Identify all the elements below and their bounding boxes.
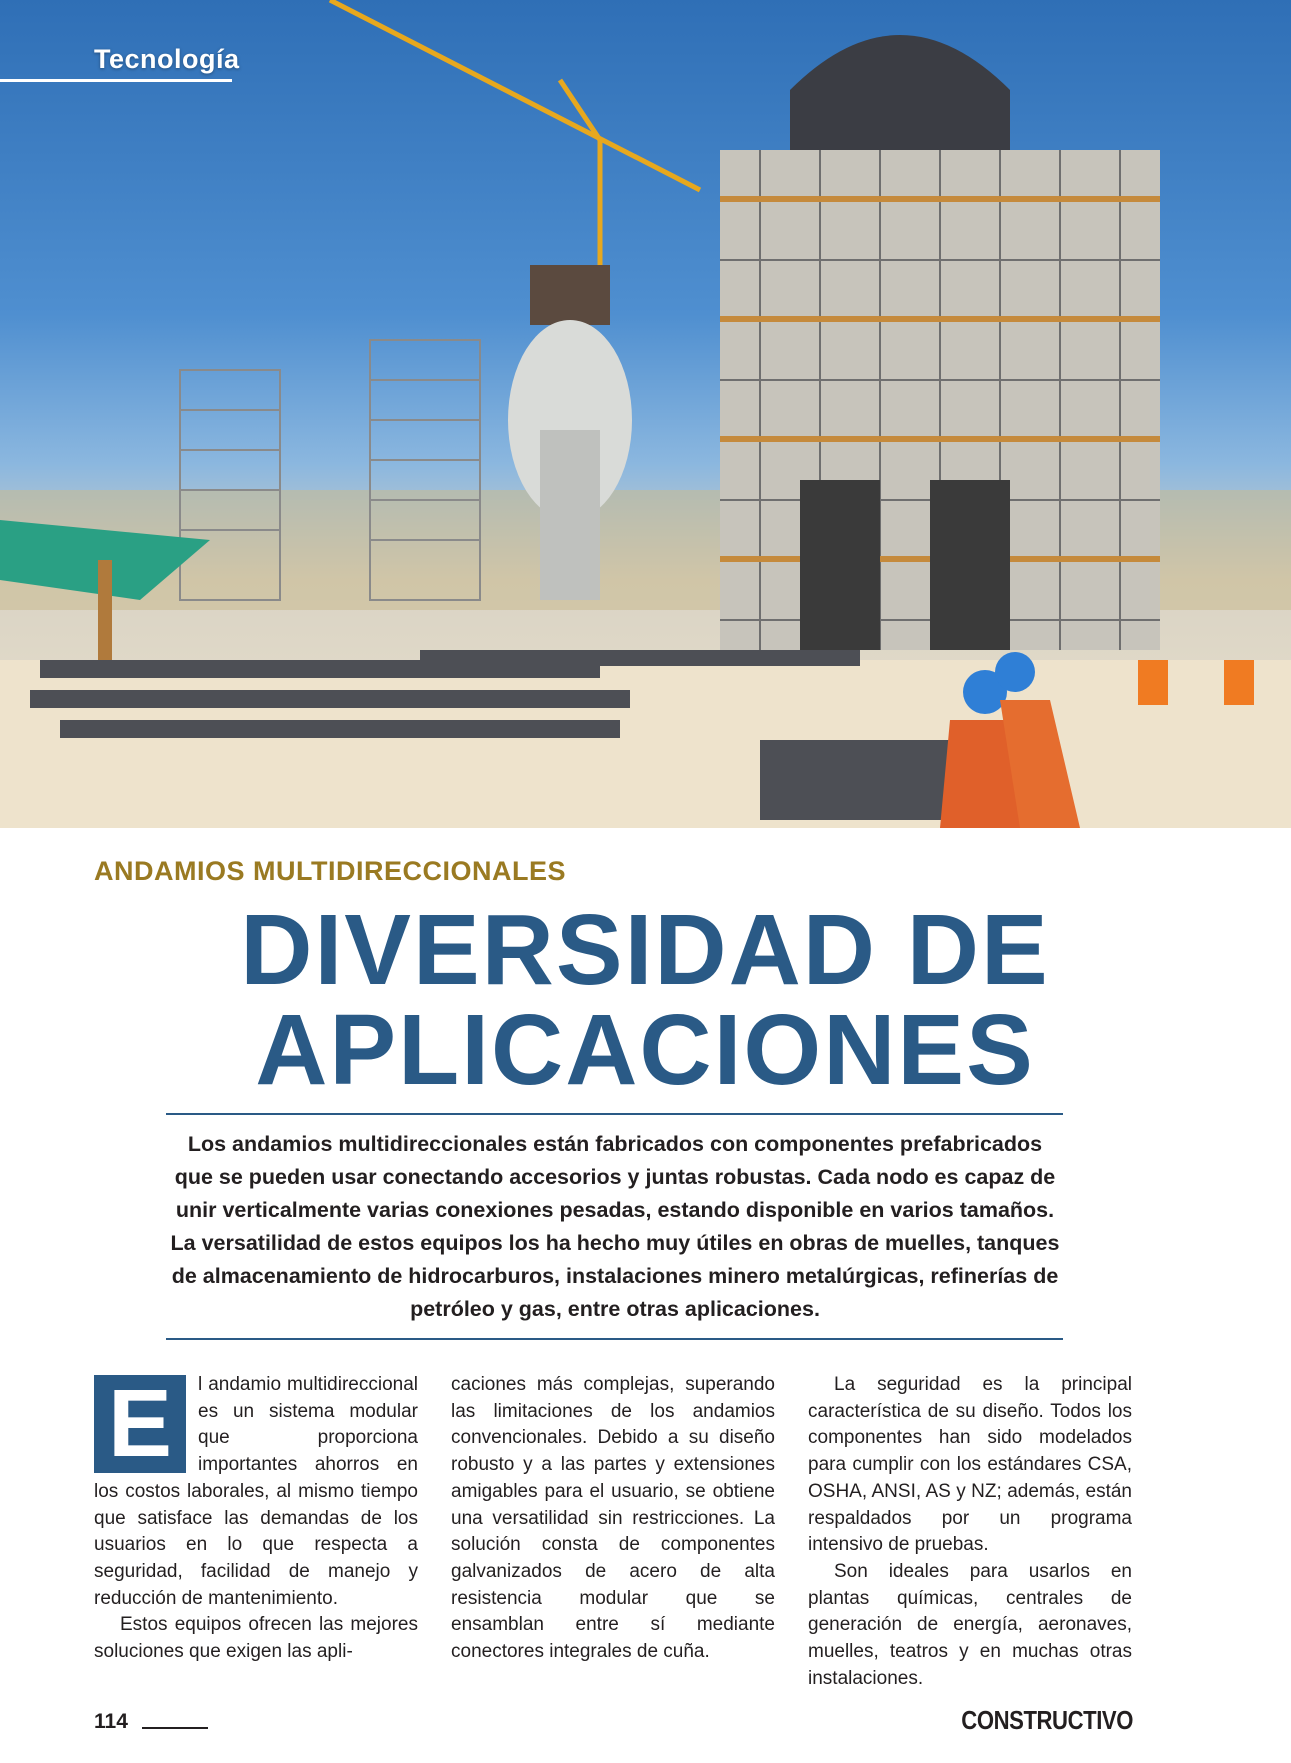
lead-paragraph: Los andamios multidireccionales están fabricados con componentes prefabricados que se pueden usar conectando accesorios y juntas robustas. Cada nodo es capaz de unir verticalmente varias conexiones pesadas, estando disponible en varios tamaños. La versatilidad de estos equipos los ha hecho muy útiles en obras de muelles, tanques de almacenamiento de hidrocarburos, instalaciones minero metalúrgicas, refinerías de petróleo y gas, entre otras aplicaciones. (170, 1132, 1060, 1321)
col2-paragraph-1: caciones más complejas, superando las limitaciones de los andamios convencionales. Debido a su diseño robusto y a las partes y extensiones amigables para el usuario, se obtiene una versatilidad sin restricciones. La solución consta de componentes galvanizados de acero de alta resistencia modular que se ensamblan entre sí mediante conectores integrales de cuña. (451, 1374, 775, 1663)
col3-paragraph-1: La seguridad es la principal característica de su diseño. Todos los componentes han sido modelados para cumplir con los estándares CSA, OSHA, ANSI, AS y NZ; además, están respaldados por un programa intensivo de pruebas. (808, 1374, 1132, 1556)
sand-ground (0, 660, 1291, 828)
column-2 (451, 1372, 775, 1666)
kicker: ANDAMIOS MULTIDIRECCIONALES (94, 856, 566, 886)
tower-crane (330, 0, 700, 270)
divider-bottom (166, 1338, 1063, 1340)
hero-photo (0, 0, 1291, 828)
col1-paragraph-2: Estos equipos ofrecen las mejores soluciones que exigen las apli- (94, 1614, 418, 1663)
construction-site-illustration (0, 0, 1291, 828)
col3-paragraph-2: Son ideales para usarlos en plantas químicas, centrales de generación de energía, aeronaves, muelles, teatros y en muchas otras instalaciones. (808, 1560, 1132, 1689)
main-tower (720, 35, 1160, 650)
section-tag: Tecnología (94, 44, 240, 74)
col1-paragraph-1-text: l andamio multidireccional es un sistema modular que proporciona importantes ahorros en los costos laborales, al mismo tiempo que satisface las demandas de los usuarios en lo que respecta a seguridad, facilidad de manejo y reducción de mantenimiento. (94, 1374, 418, 1609)
dropcap: E (94, 1375, 186, 1473)
col1-paragraph-1 (94, 1372, 418, 1612)
divider-top (166, 1113, 1063, 1115)
column-1 (94, 1372, 418, 1666)
section-rule (0, 79, 232, 82)
page-number: 114 (94, 1710, 128, 1733)
title-line-1: DIVERSIDAD DE (240, 894, 1050, 1006)
column-3 (808, 1372, 1132, 1692)
magazine-brand: CONSTRUCTIVO (961, 1705, 1133, 1735)
page-number-rule (142, 1727, 208, 1729)
title-line-2: APLICACIONES (255, 994, 1035, 1106)
